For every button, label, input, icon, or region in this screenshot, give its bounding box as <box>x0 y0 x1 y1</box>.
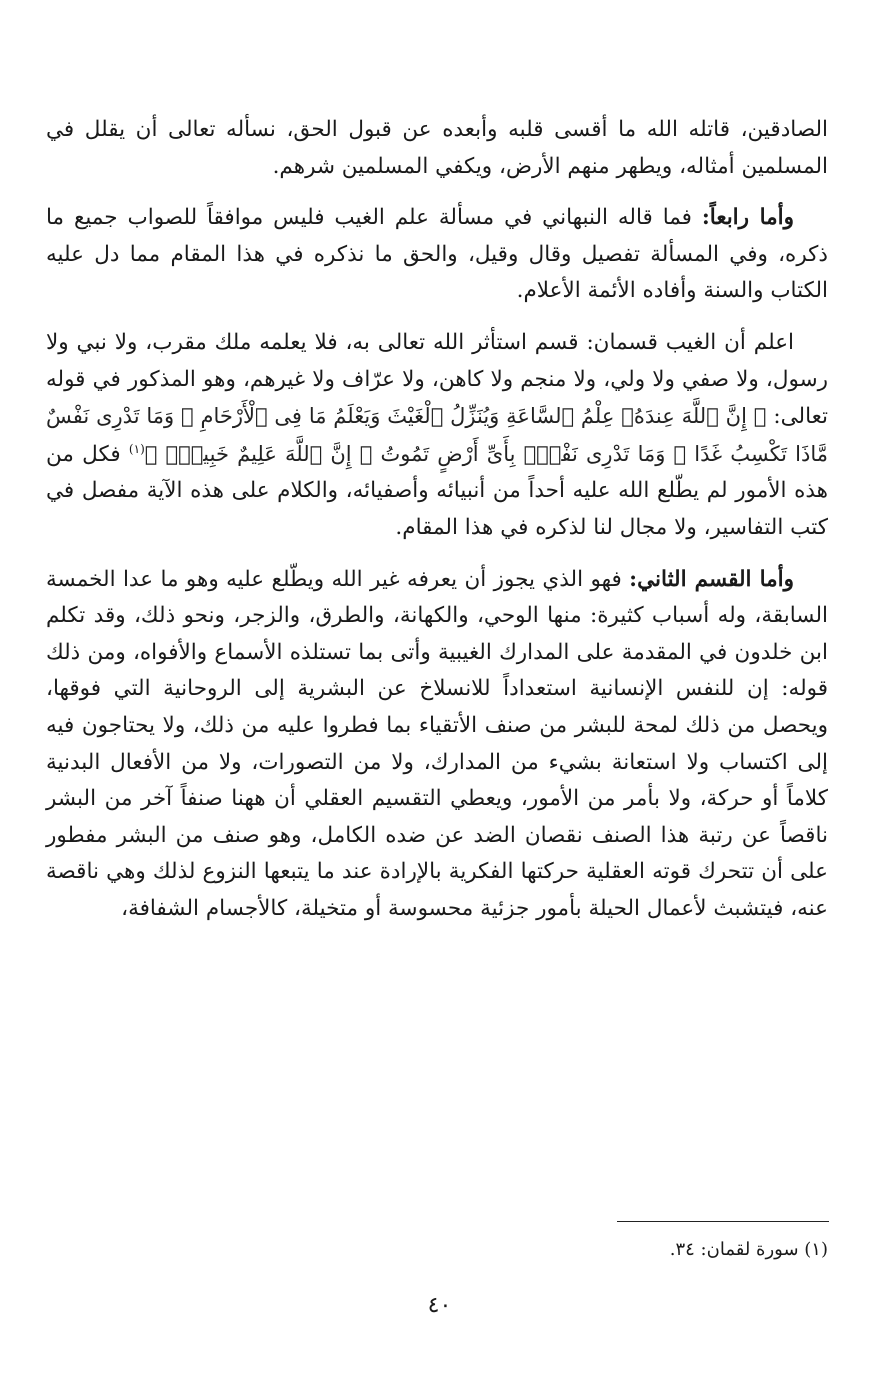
footnote-reference[interactable]: (١) <box>128 441 145 456</box>
paragraph-3 <box>46 325 828 547</box>
paragraph-3-before: اعلم أن الغيب قسمان: قسم استأثر الله تعالى به، فلا يعلمه ملك مقرب، ولا نبي ولا رسول، ولا صفي ولا ولي، ولا منجم ولا كاهن، ولا عرّاف ولا غيرهم، وهو المذكور في قوله تعالى: <box>46 329 828 430</box>
paragraph-4-lead: وأما القسم الثاني: <box>629 566 795 592</box>
page-number: ٤٠ <box>427 1293 452 1318</box>
paragraph-4-text: فهو الذي يجوز أن يعرفه غير الله ويطّلع عليه وهو ما عدا الخمسة السابقة، وله أسباب كثيرة: منها الوحي، والكهانة، والطرق، والزجر، ونحو ذلك، وقد تكلم ابن خلدون في المقدمة على المدارك الغيبية وأتى بما تستلذه الأسماع والأفواه، ومن ذلك قوله: إن للنفس الإنسانية استعداداً للانسلاخ عن البشرية إلى الروحانية التي فوقها، ويحصل من ذلك لمحة للبشر من صنف الأتقياء بما فطروا عليه من ذلك، ولا يحتاجون فيه إلى اكتساب ولا استعانة بشيء من المدارك، ولا من التصورات، ولا من الأفعال البدنية كلاماً أو حركة، ولا بأمر من الأمور، ويعطي التقسيم العقلي أن ههنا صنفاً آخر من البشر ناقصاً عن رتبة هذا الصنف نقصان الضد عن ضده الكامل، وهو صنف من البشر مفطور على أن تتحرك قوته العقلية حركتها الفكرية بالإرادة عند ما يتبعها النزوع لذلك وهي ناقصة عنه، فيتشبث لأعمال الحيلة بأمور جزئية محسوسة أو متخيلة، كالأجسام الشفافة، <box>46 566 828 921</box>
paragraph-2 <box>46 200 828 310</box>
paragraph-2-lead: وأما رابعاً: <box>701 205 794 231</box>
paragraph-1: الصادقين، قاتله الله ما أقسى قلبه وأبعده عن قبول الحق، نسأله تعالى أن يقلل في المسلمين أمثاله، ويطهر منهم الأرض، ويكفي المسلمين شرهم. <box>46 117 828 179</box>
paragraph-2-text: فما قاله النبهاني في مسألة علم الغيب فليس موافقاً للصواب جميع ما ذكره، وفي المسألة تفصيل وقال وقيل، والحق ما نذكره في هذا المقام مما دل عليه الكتاب والسنة وأفاده الأئمة الأعلام. <box>46 205 828 304</box>
paragraph-4 <box>46 562 828 928</box>
footnote-divider <box>617 1221 829 1222</box>
footnote: (١) سورة لقمان: ٣٤. <box>669 1239 828 1260</box>
paragraph-3-after: فكل من هذه الأمور لم يطّلع الله عليه أحداً من أنبيائه وأصفيائه، والكلام على هذه الآية مفصل في كتب التفاسير، ولا مجال لنا لذكره في هذا المقام. <box>46 441 828 540</box>
main-text <box>46 112 828 927</box>
quran-verse: ﴿ إِنَّ ٱللَّهَ عِندَهُۥ عِلْمُ ٱلسَّاعَةِ وَيُنَزِّلُ ٱلْغَيْثَ وَيَعْلَمُ مَا فِى ٱلْأَرْحَامِ ۖ وَمَا تَدْرِى نَفْسٌ مَّاذَا تَكْسِبُ غَدًا ۖ وَمَا تَدْرِى نَفْسٌۢ بِأَىِّ أَرْضٍ تَمُوتُ ۚ إِنَّ ٱللَّهَ عَلِيمٌ خَبِيرٌۢ ﴾ <box>46 404 828 466</box>
